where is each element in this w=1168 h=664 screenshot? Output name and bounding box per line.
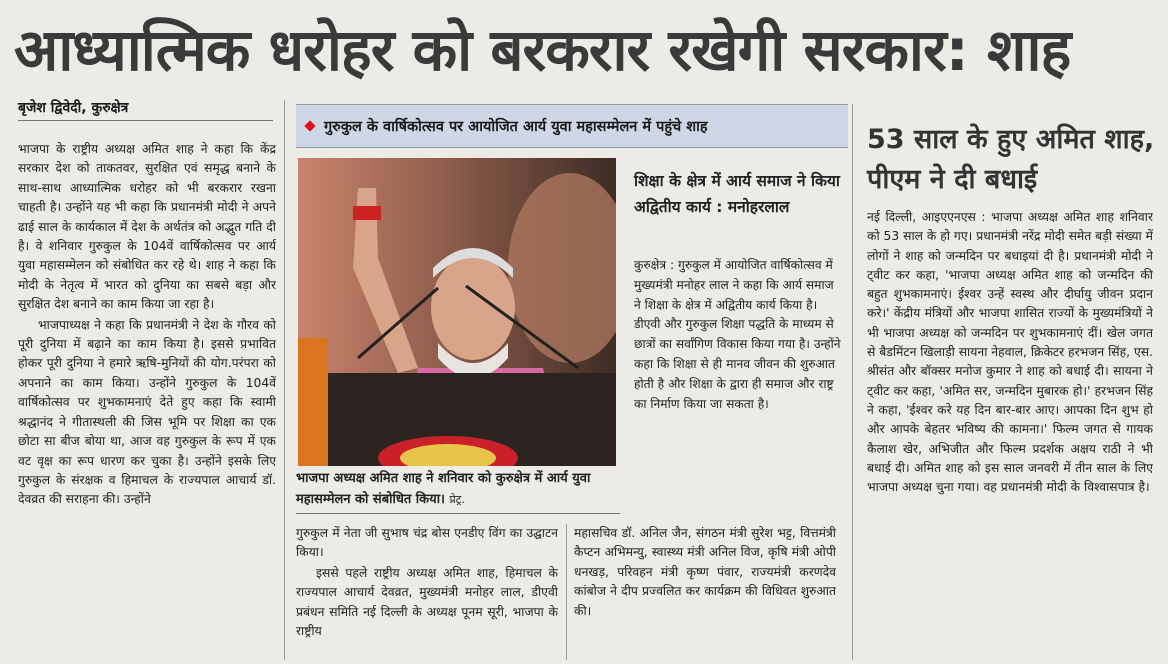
byline: बृजेश द्विवेदी, कुरुक्षेत्र — [18, 98, 273, 121]
bullet-diamond-icon — [304, 120, 315, 131]
bottom-paragraph-1: गुरुकुल में नेता जी सुभाष चंद्र बोस एनडीए विंग का उद्घाटन किया। — [296, 526, 558, 560]
news-photo — [298, 158, 616, 466]
left-paragraph-2: भाजपाध्यक्ष ने कहा कि प्रधानमंत्री ने देश के गौरव को पूरी दुनिया में बढ़ाने का काम किया है। इससे प्रभावित होकर पूरी दुनिया ने हमारे ऋषि-मुनियों की योग.परंपरा को अपनाने का काम किया। उन्होंने गुरुकुल के 104वें वार्षिकोत्सव पर शुभकामनाएं देते हुए कहा कि स्वामी श्रद्धानंद ने गीतास्थली की जिस भूमि पर शिक्षा का एक छोटा सा बीज बोया था, आज वह गुरुकुल के रूप में एक वट वृक्ष का रूप धारण कर चुका है। उन्होंने इसके लिए गुरुकुल के संरक्षक व हिमाचल के राज्यपाल आचार्य डॉ. देवव्रत की सराहना की। उन्होंने — [18, 317, 276, 507]
column-divider — [284, 100, 285, 660]
left-paragraph-1: भाजपा के राष्ट्रीय अध्यक्ष अमित शाह ने कहा कि केंद्र सरकार देश को ताकतवर, सुरक्षित एवं समृद्ध बनाने के साथ-साथ आध्यात्मिक धरोहर को भी बरकरार रखना चाहती है। उन्होंने यह भी कहा कि प्रधानमंत्री मोदी ने अपने ढाई साल के कार्यकाल में देश के अर्थतंत्र को अद्भुत गति दी है। वे शनिवार गुरुकुल के 104वें वार्षिकोत्सव पर आर्य युवा महासम्मेलन को संबोधित कर रहे थे। शाह ने कहा कि मोदी के नेतृत्व में भारत को दुनिया का सबसे बड़ा और सुरक्षित देश बनाने का काम किया जा रहा है। — [18, 142, 276, 312]
caption-text: भाजपा अध्यक्ष अमित शाह ने शनिवार को कुरुक्षेत्र में आर्य युवा महासम्मेलन को संबोधित किया। — [296, 471, 591, 507]
photo-credit: प्रेट्र. — [449, 493, 465, 506]
bottom-paragraph-2: इससे पहले राष्ट्रीय अध्यक्ष अमित शाह, हिमाचल के राज्यपाल आचार्य देवव्रत, मुख्यमंत्री मनोहर लाल, डीएवी प्रबंधन समिति नई दिल्ली के अध्यक्ष पूनम सूरी, भाजपा के राष्ट्रीय — [296, 565, 558, 639]
right-story-headline: 53 साल के हुए अमित शाह, पीएम ने दी बधाई — [867, 124, 1155, 195]
bottom-column-1 — [296, 524, 558, 662]
photo-banner — [296, 104, 848, 148]
banner-text: गुरुकुल के वार्षिकोत्सव पर आयोजित आर्य युवा महासम्मेलन में पहुंचे शाह — [324, 119, 708, 135]
photo-caption — [296, 468, 620, 514]
bottom-column-2: महासचिव डॉ. अनिल जैन, संगठन मंत्री सुरेश भट्ट, वित्तमंत्री कैप्टन अभिमन्यु, स्वास्थ्य मंत्री अनिल विज, कृषि मंत्री ओपी धनखड़, परिवहन मंत्री कृष्ण पंवार, राज्यमंत्री करणदेव कांबोज ने दीप प्रज्वलित कर कार्यक्रम की विधिवत शुरुआत की। — [574, 526, 836, 618]
sidebar-headline: शिक्षा के क्षेत्र में आर्य समाज ने किया अद्वितीय कार्य : मनोहरलाल — [634, 172, 840, 216]
right-story — [852, 104, 1160, 660]
sidebar-body: कुरुक्षेत्र : गुरुकुल में आयोजित वार्षिकोत्सव में मुख्यमंत्री मनोहर लाल ने कहा कि आर्य समाज ने शिक्षा के क्षेत्र में अद्वितीय कार्य किया है। डीएवी और गुरुकुल शिक्षा पद्धति के माध्यम से छात्रों का सर्वांगिण विकास किया गया है। उन्होंने कहा कि शिक्षा से ही मानव जीवन की शुरुआत होती है और शिक्षा के द्वारा ही समाज और राष्ट्र का निर्माण किया जा सकता है। — [634, 258, 841, 411]
left-column — [18, 140, 276, 660]
speaker-photo-illustration — [298, 158, 616, 466]
main-headline: आध्यात्मिक धरोहर को बरकरार रखेगी सरकार: शाह — [14, 16, 1071, 84]
bottom-column-divider — [566, 524, 567, 660]
right-story-body: नई दिल्ली, आइएएनएस : भाजपा अध्यक्ष अमित शाह शनिवार को 53 साल के हो गए। प्रधानमंत्री नरेंद्र मोदी समेत बड़ी संख्या में लोगों ने शाह को जन्मदिन पर बधाइयां दी है। प्रधानमंत्री मोदी ने ट्वीट कर कहा, 'भाजपा अध्यक्ष अमित शाह को जन्मदिन की बहुत शुभकामनाएं। ईश्वर उन्हें स्वस्थ और दीर्घायु जीवन प्रदान करे।' केंद्रीय मंत्रियों और भाजपा शासित राज्यों के मुख्यमंत्रियों ने भी भाजपा अध्यक्ष को जन्मदिन पर शुभकामनाएं दीं। खेल जगत से बैडमिंटन खिलाड़ी सायना नेहवाल, क्रिकेटर हरभजन सिंह, एस. श्रीसंत और बॉक्सर मनोज कुमार ने शाह को बधाई दी। सायना ने ट्वीट कर कहा, 'अमित सर, जन्मदिन मुबारक हो।' हरभजन सिंह ने कहा, 'ईश्वर करे यह दिन बार-बार आए। आपका दिन शुभ हो और आपके बेहतर भविष्य की कामना।' फिल्म जगत से गायक कैलाश खेर, अभिजीत और फिल्म प्रदर्शक अक्षय राठी ने भी बधाई दी। अमित शाह को इस साल जनवरी में तीन साल के लिए भाजपा अध्यक्ष चुना गया। वह प्रधानमंत्री मोदी के विश्वासपात्र है। — [867, 210, 1153, 495]
